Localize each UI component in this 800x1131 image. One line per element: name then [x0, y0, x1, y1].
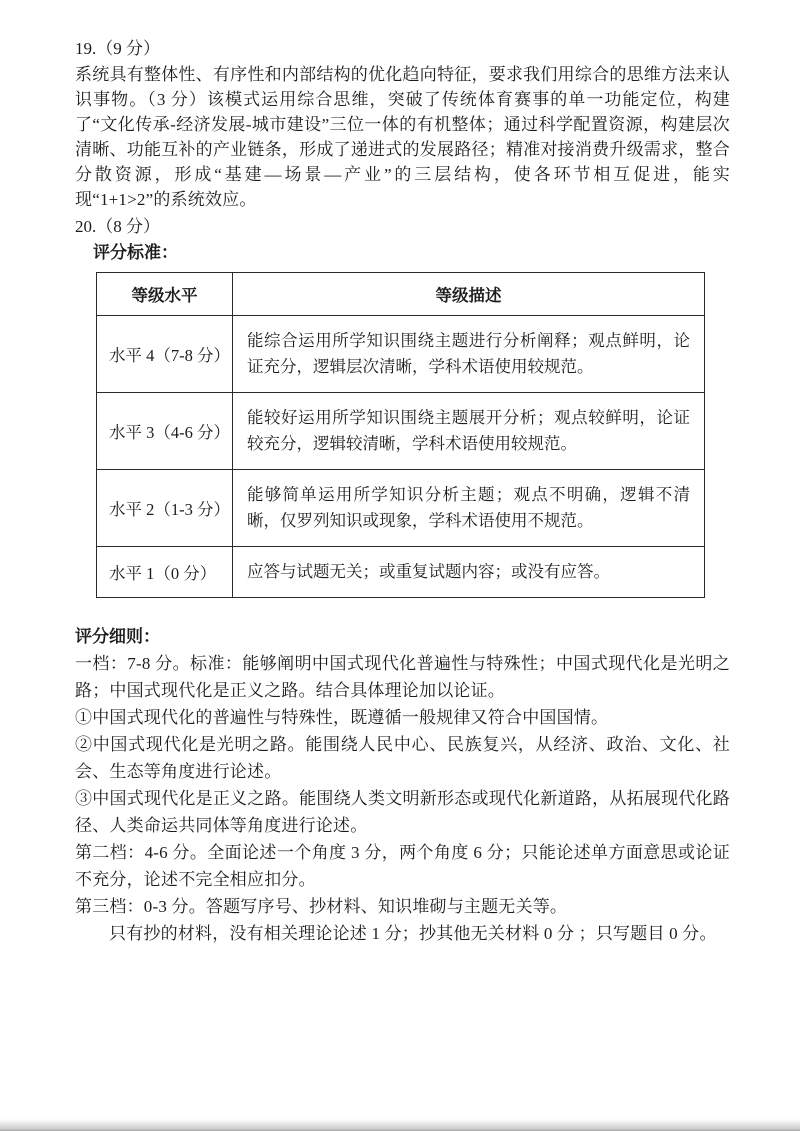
scoring-details-block	[75, 624, 730, 947]
detail-tier1: 一档：7-8 分。标准：能够阐明中国式现代化普遍性与特殊性；中国式现代化是光明之路；中国式现代化是正义之路。结合具体理论加以论证。	[75, 654, 730, 700]
question-20-heading: 20.（8 分）	[75, 217, 160, 236]
table-row	[97, 547, 705, 598]
level-cell: 水平 2（1-3 分）	[97, 470, 233, 547]
desc-cell: 能较好运用所学知识围绕主题展开分析；观点较鲜明，论证较充分，逻辑较清晰，学科术语使用较规范。	[233, 393, 705, 470]
question-20-section	[75, 214, 730, 947]
header-description: 等级描述	[233, 273, 705, 316]
detail-tier3: 第三档：0-3 分。答题写序号、抄材料、知识堆砌与主题无关等。	[75, 897, 568, 916]
detail-tier2: 第二档：4-6 分。全面论述一个角度 3 分，两个角度 6 分；只能论述单方面意思或论证不充分，论述不完全相应扣分。	[75, 843, 730, 889]
scoring-standard-label: 评分标准：	[93, 243, 178, 262]
level-cell: 水平 4（7-8 分）	[97, 316, 233, 393]
question-19-section	[75, 36, 730, 212]
desc-cell: 能够简单运用所学知识分析主题；观点不明确，逻辑不清晰，仅罗列知识或现象，学科术语使用不规范。	[233, 470, 705, 547]
table-row	[97, 470, 705, 547]
table-row	[97, 393, 705, 470]
level-cell: 水平 3（4-6 分）	[97, 393, 233, 470]
scoring-details-label: 评分细则：	[75, 627, 160, 646]
desc-cell: 能综合运用所学知识围绕主题进行分析阐释；观点鲜明，论证充分，逻辑层次清晰，学科术语使用较规范。	[233, 316, 705, 393]
detail-point-2: ②中国式现代化是光明之路。能围绕人民中心、民族复兴，从经济、政治、文化、社会、生态等角度进行论述。	[75, 735, 730, 781]
detail-tier3-note: 只有抄的材料，没有相关理论论述 1 分；抄其他无关材料 0 分 ；只写题目 0 分。	[109, 924, 717, 943]
header-level: 等级水平	[97, 273, 233, 316]
level-cell: 水平 1（0 分）	[97, 547, 233, 598]
detail-point-3: ③中国式现代化是正义之路。能围绕人类文明新形态或现代化新道路，从拓展现代化路径、人类命运共同体等角度进行论述。	[75, 789, 730, 835]
table-row	[97, 316, 705, 393]
scoring-rubric-table	[96, 272, 705, 598]
desc-cell: 应答与试题无关；或重复试题内容；或没有应答。	[233, 547, 705, 598]
detail-point-1: ①中国式现代化的普遍性与特殊性，既遵循一般规律又符合中国国情。	[75, 708, 609, 727]
question-19-answer: 系统具有整体性、有序性和内部结构的优化趋向特征，要求我们用综合的思维方法来认识事物。（3 分）该模式运用综合思维，突破了传统体育赛事的单一功能定位，构建了“文化传承-经济发展-城市建设”三位一体的有机整体；通过科学配置资源，构建层次清晰、功能互补的产业链条，形成了递进式的发展路径；精准对接消费升级需求，整合分散资源，形成“基建—场景—产业”的三层结构，使各环节相互促进，能实现“1+1>2”的系统效应。	[75, 65, 730, 209]
question-19-heading: 19.（9 分）	[75, 39, 160, 58]
table-header-row	[97, 273, 705, 316]
scan-edge-shadow	[0, 1119, 800, 1131]
